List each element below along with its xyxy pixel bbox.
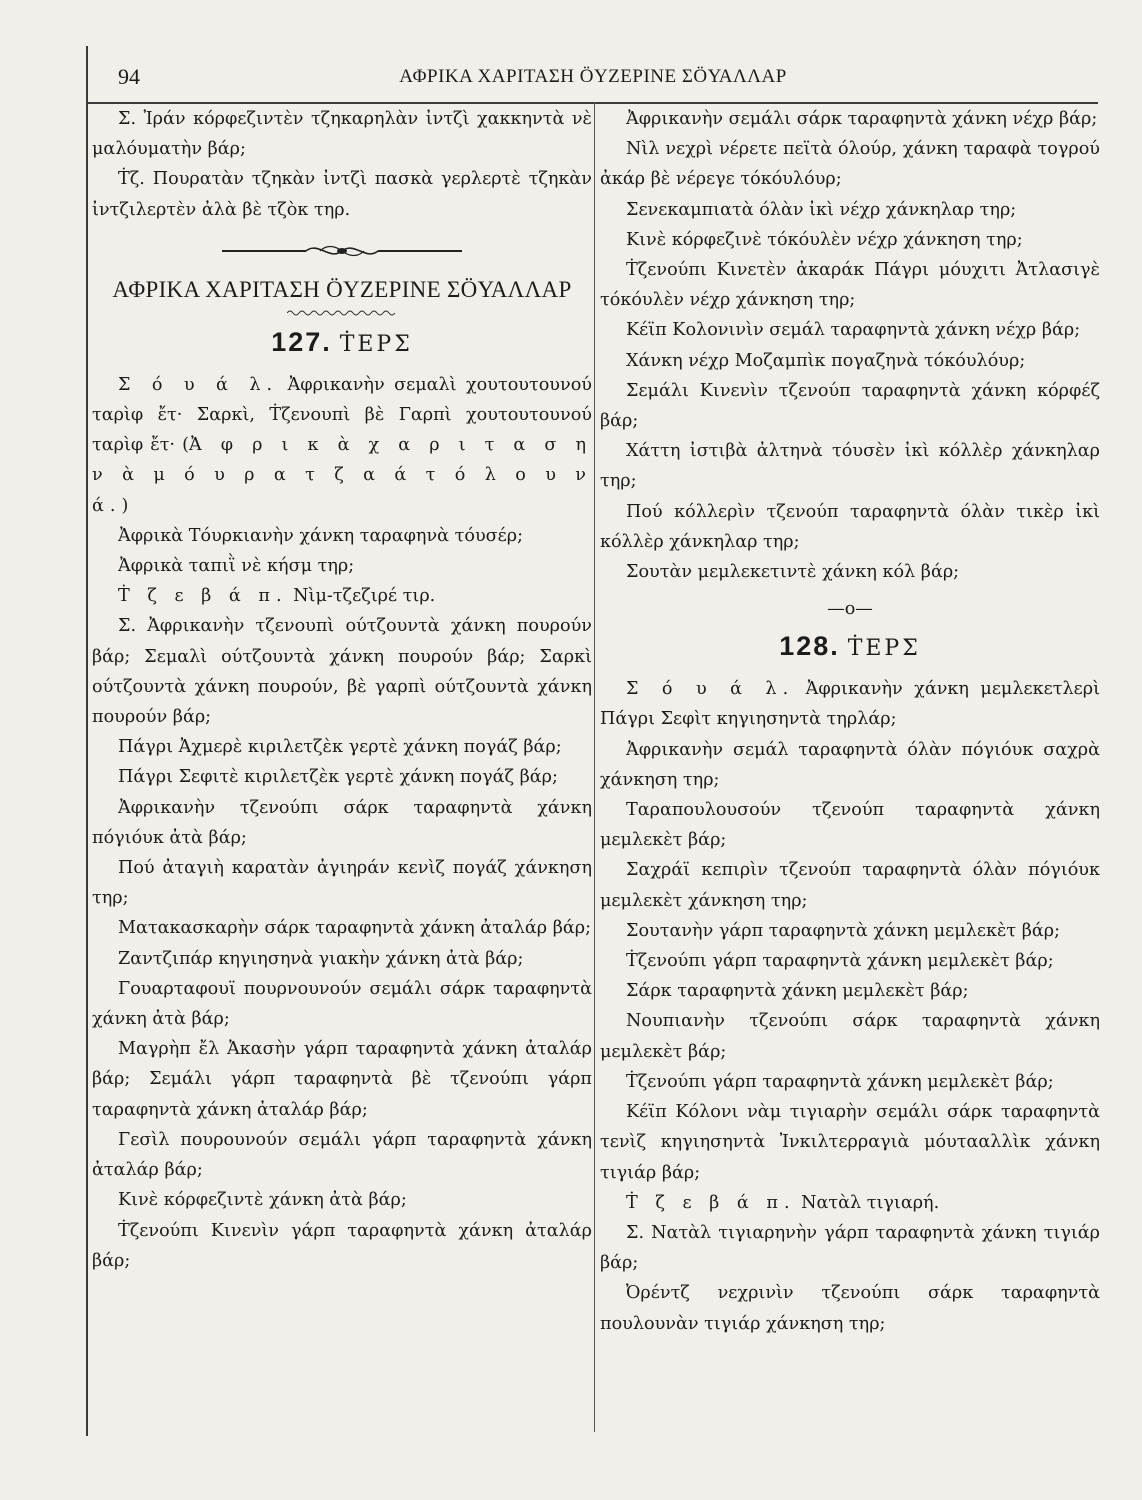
paragraph: Σουτανὴν γάρπ ταραφηντὰ χάνκη μεμλεκὲτ βάρ; bbox=[626, 920, 1061, 941]
soual-label: Σ ό υ ά λ. bbox=[118, 374, 279, 395]
paragraph: Ἀφρικὰ Τόυρκιανὴν χάνκη ταραφηνὰ τόυσέρ; bbox=[118, 525, 524, 546]
running-title: ΑΦΡΙΚΑ ΧΑΡΙΤΑΣΗ ÖΥΖΕΡΙΝΕ ΣÖΥΑΛΛΑΡ bbox=[399, 66, 787, 87]
paragraph: Κέϊπ Κολονινὶν σεμάλ ταραφηντὰ χάνκη νέχρ βάρ; bbox=[626, 320, 1081, 341]
paragraph: Κέϊπ Κόλονι νὰμ τιγιαρὴν σεμάλι σάρκ ταραφηντὰ τενὶζ κηγιησηντὰ Ἰνκιλτερραγιὰ μόυτααλλὶκ χάνκη τιγιάρ βάρ; bbox=[600, 1102, 1100, 1183]
paragraph: Ζαντζιπάρ κηγιησηνὰ γιακὴν χάνκη ἀτὰ βάρ; bbox=[118, 948, 524, 969]
soual-label: Σ ό υ ά λ. bbox=[626, 679, 795, 700]
tzevap-text: Νὶμ-τζεζιρέ τιρ. bbox=[287, 586, 436, 607]
paragraph: Μαγρὴπ ἔλ Ἀκασὴν γάρπ ταραφηντὰ χάνκη ἀταλάρ βάρ; Σεμάλι γάρπ ταραφηντὰ βὲ τζενούπι γάρπ ταραφηντὰ χάνκη ἀταλάρ βάρ; bbox=[92, 1039, 592, 1120]
paragraph: Ṫζενούπι γάρπ ταραφηντὰ χάνκη μεμλεκὲτ βάρ; bbox=[626, 1071, 1054, 1092]
wavy-rule bbox=[287, 307, 397, 319]
soual-text: Ἀφρικανὴν χάνκη μεμλεκετλερὶ Πάγρι Σεφὶτ κηγιησηντὰ τηρλάρ; bbox=[600, 679, 1100, 730]
lesson-heading-127 bbox=[92, 325, 592, 362]
column-divider bbox=[594, 102, 595, 1432]
tzevap-label: Ṫ ζ ε β ά π. bbox=[626, 1192, 796, 1213]
paragraph: Σ. Ἀφρικανὴν τζενουπὶ ούτζουντὰ χάνκη πουρούν βάρ; Σεμαλὶ ούτζουντὰ χάνκη πουρούν βάρ; Σαρκὶ ούτζουντὰ χάνκη πουρούν, βὲ γαρπὶ ούτζουντὰ χάνκη πουρούν βάρ; bbox=[92, 616, 592, 728]
right-column bbox=[600, 104, 1100, 1339]
tzevap-label: Ṫ ζ ε β ά π. bbox=[118, 586, 288, 607]
answer-paragraph bbox=[92, 581, 592, 611]
soual-close: ) bbox=[121, 495, 129, 516]
page-number: 94 bbox=[118, 64, 140, 89]
soual-spaced-text: Ἀ φ ρ ι κ ὰ χ α ρ ι τ α σ η ν ὰ μ ό υ ρ α τ ζ α ά τ ό λ ο υ ν ά. bbox=[92, 435, 592, 516]
paragraph: Ἀφρικανὴν σεμάλι σάρκ ταραφηντὰ χάνκη νέχρ βάρ; bbox=[626, 109, 1098, 129]
section-heading: ΑΦΡΙΚΑ ΧΑΡΙΤΑΣΗ ÖΥΖΕΡΙΝΕ ΣÖΥΑΛΛΑΡ bbox=[112, 276, 572, 302]
paragraph: Ἀφρικανὴν τζενούπι σάρκ ταραφηντὰ χάνκη πόγιόυκ ἀτὰ βάρ; bbox=[92, 797, 592, 848]
paragraph: Σαχράϊ κεπιρὶν τζενούπ ταραφηντὰ όλὰν πόγιόυκ μεμλεκὲτ χάνκηση τηρ; bbox=[600, 860, 1100, 911]
lesson-number: 128. bbox=[779, 631, 840, 662]
paragraph: Νουπιανὴν τζενούπι σάρκ ταραφηντὰ χάνκη μεμλεκὲτ βάρ; bbox=[600, 1011, 1100, 1062]
paragraph: Σάρκ ταραφηντὰ χάνκη μεμλεκὲτ βάρ; bbox=[626, 981, 969, 1002]
lesson-word: ṪΕΡΣ bbox=[847, 636, 921, 662]
lesson-heading-128 bbox=[600, 629, 1100, 666]
paragraph: Ṫζενούπι γάρπ ταραφηντὰ χάνκη μεμλεκὲτ βάρ; bbox=[626, 951, 1054, 972]
paragraph: Σενεκαμπιατὰ όλὰν ἰκὶ νέχρ χάνκηλαρ τηρ; bbox=[626, 199, 1017, 220]
question-paragraph bbox=[600, 674, 1100, 734]
lesson-word: ṪΕΡΣ bbox=[339, 331, 413, 357]
section-separator: —ο— bbox=[827, 599, 873, 620]
paragraph: Κινὲ κόρφεζινὲ τόκόυλὲν νέχρ χάνκηση τηρ; bbox=[626, 229, 1023, 250]
paragraph: Ἀφρικανὴν σεμάλ ταραφηντὰ όλὰν πόγιόυκ σαχρὰ χάνκηση τηρ; bbox=[600, 739, 1100, 790]
paragraph: Χάνκη νέχρ Μοζαμπὶκ πογαζηνὰ τόκόυλόυρ; bbox=[626, 350, 1026, 371]
paragraph: Κινὲ κόρφεζιντὲ χάνκη ἀτὰ βάρ; bbox=[118, 1190, 407, 1211]
paragraph: Χάττη ἰστιβὰ ἀλτηνὰ τόυσὲν ἰκὶ κόλλὲρ χάνκηλαρ τηρ; bbox=[600, 441, 1100, 492]
page-header bbox=[88, 52, 1098, 104]
question-paragraph bbox=[92, 370, 592, 521]
paragraph: Σουτὰν μεμλεκετιντὲ χάνκη κόλ βάρ; bbox=[626, 562, 960, 583]
paragraph: Γουαρταφουϊ πουρνουνούν σεμάλι σάρκ ταραφηντὰ χάνκη ἀτὰ βάρ; bbox=[92, 978, 592, 1030]
paragraph: Γεσὶλ πουρουνούν σεμάλι γάρπ ταραφηντὰ χάνκη ἀταλάρ βάρ; bbox=[92, 1129, 592, 1181]
paragraph: Ἀφρικὰ ταπιῒ νὲ κήσμ τηρ; bbox=[118, 556, 355, 577]
paragraph: Νὶλ νεχρὶ νέρετε πεϊτὰ όλούρ, χάνκη ταραφὰ τογρού ἀκάρ βὲ νέρεγε τόκόυλόυρ; bbox=[600, 139, 1100, 190]
answer-paragraph bbox=[600, 1188, 1100, 1218]
paragraph: Σ. Ἰράν κόρφεζιντὲν τζηκαρηλὰν ἰντζὶ χακκηντὰ νὲ μαλόυματὴν βάρ; bbox=[92, 109, 592, 160]
paragraph: Ὀρέντζ νεχρινὶν τζενούπι σάρκ ταραφηντὰ πουλουνὰν τιγιάρ χάνκηση τηρ; bbox=[600, 1283, 1100, 1334]
paragraph: Πάγρι Ἀχμερὲ κιριλετζὲκ γερτὲ χάνκη πογάζ βάρ; bbox=[118, 737, 562, 758]
paragraph: Σεμάλι Κινενὶν τζενούπ ταραφηντὰ χάνκη κόρφέζ βάρ; bbox=[600, 380, 1100, 432]
paragraph: Πάγρι Σεφιτὲ κιριλετζὲκ γερτὲ χάνκη πογάζ βάρ; bbox=[118, 767, 558, 788]
paragraph: Ματακασκαρὴν σάρκ ταραφηντὰ χάνκη ἀταλάρ βάρ; bbox=[118, 918, 592, 939]
paragraph: Ταραπουλουσούν τζενούπ ταραφηντὰ χάνκη μεμλεκὲτ βάρ; bbox=[600, 800, 1100, 851]
tzevap-text: Νατὰλ τιγιαρή. bbox=[795, 1192, 940, 1213]
paragraph: Πού κόλλερὶν τζενούπ ταραφηντὰ όλὰν τικὲρ ἰκὶ κόλλὲρ χάνκηλαρ τηρ; bbox=[600, 501, 1100, 552]
ornament-divider bbox=[222, 239, 462, 263]
paragraph: Ṫζενούπι Κινενὶν γάρπ ταραφηντὰ χάνκη ἀταλάρ βάρ; bbox=[92, 1220, 592, 1271]
lesson-number: 127. bbox=[271, 326, 332, 357]
paragraph: Ṫζ. Πουρατὰν τζηκὰν ἰντζὶ πασκὰ γερλερτὲ τζηκὰν ἰντζιλερτὲν ἀλὰ βὲ τζὸκ τηρ. bbox=[92, 169, 592, 220]
left-column bbox=[92, 104, 592, 1276]
soual-text: Ἀφρικανὴν σεμαλὶ χουτουτουνού ταρὶφ ἔτ· Σαρκὶ, Ṫζενουπὶ βὲ Γαρπὶ χουτουτουνού ταρὶφ ἔτ· ( bbox=[92, 374, 592, 456]
paragraph: Σ. Νατὰλ τιγιαρηνὴν γάρπ ταραφηντὰ χάνκη τιγιάρ βάρ; bbox=[600, 1222, 1100, 1274]
paragraph: Ṫζενούπι Κινετὲν ἀκαράκ Πάγρι μόυχιτι Ἀτλασιγὲ τόκόυλὲν νέχρ χάνκηση τηρ; bbox=[600, 260, 1100, 311]
paragraph: Πού ἀταγιὴ καρατὰν ἀγιηράν κενὶζ πογάζ χάνκηση τηρ; bbox=[92, 858, 592, 909]
